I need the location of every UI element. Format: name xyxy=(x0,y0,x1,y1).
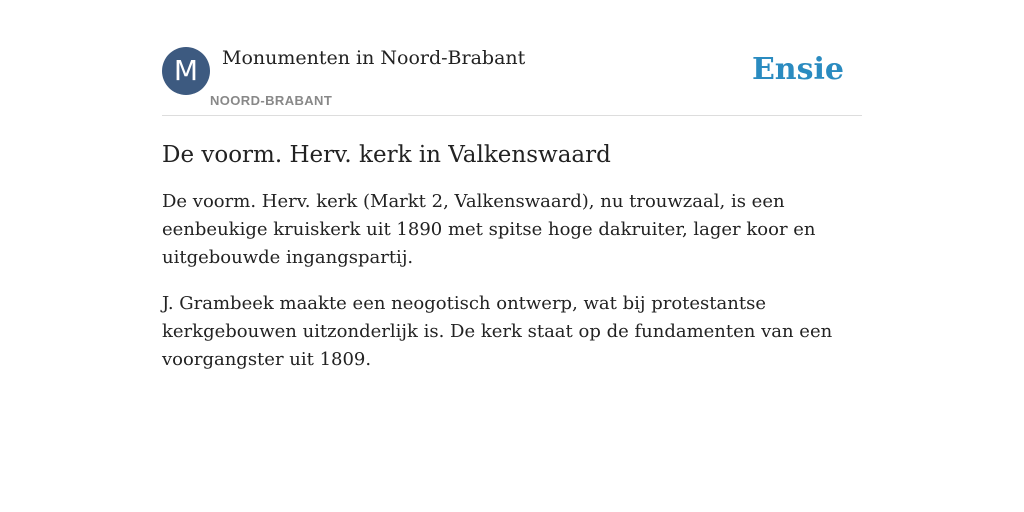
article-card xyxy=(162,46,862,374)
article-paragraph-1: De voorm. Herv. kerk (Markt 2, Valkenswaard), nu trouwzaal, is een eenbeukige kruiskerk uit 1890 met spitse hoge dakruiter, lager koor en uitgebouwde ingangspartij. xyxy=(162,191,816,268)
source-title[interactable]: Monumenten in Noord-Brabant xyxy=(222,47,526,69)
avatar[interactable]: M xyxy=(162,47,210,95)
article-paragraph-2: J. Grambeek maakte een neogotisch ontwerp, wat bij protestantse kerkgebouwen uitzonderlijk is. De kerk staat op de fundamenten van een voorgangster uit 1809. xyxy=(162,293,833,370)
article-title: De voorm. Herv. kerk in Valkenswaard xyxy=(162,142,611,168)
source-region[interactable]: NOORD-BRABANT xyxy=(210,93,333,108)
brand-logo[interactable]: Ensie xyxy=(751,52,844,87)
card-header xyxy=(162,46,862,116)
